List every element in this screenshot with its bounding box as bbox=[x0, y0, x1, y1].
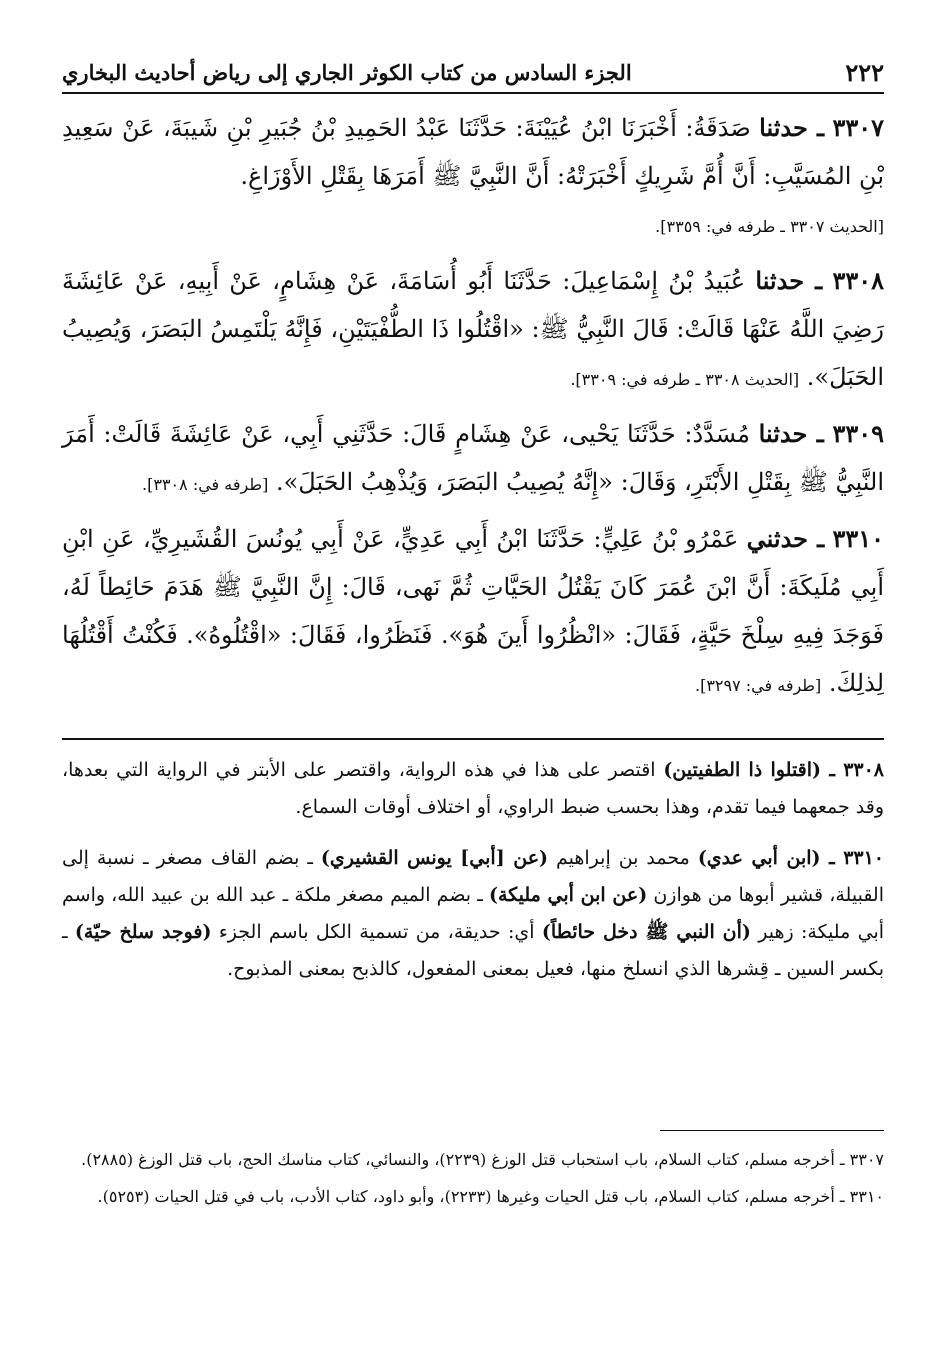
commentary-quote: (عن ابن أبي مليكة) bbox=[488, 884, 648, 906]
footnote-text: ـ أخرجه مسلم، كتاب السلام، باب استحباب قتل الوزغ (٢٢٣٩)، والنسائي، كتاب مناسك الحج، باب قتل الوزغ (٢٨٨٥). bbox=[81, 1150, 850, 1169]
footnote-3307 bbox=[62, 1144, 884, 1175]
footnote-text: ـ أخرجه مسلم، كتاب السلام، باب قتل الحيات وغيرها (٢٢٣٣)، وأبو داود، كتاب الأدب، باب في قتل الحيات (٥٢٥٣). bbox=[97, 1187, 850, 1206]
commentary-number: ٣٣١٠ bbox=[843, 847, 885, 869]
footnotes-section bbox=[62, 1144, 884, 1218]
commentary-divider bbox=[62, 738, 884, 740]
hadith-chain-word: ـ حدثنا bbox=[759, 113, 825, 142]
footnote-divider bbox=[660, 1130, 884, 1131]
footnote-number: ٣٣١٠ bbox=[849, 1187, 884, 1206]
hadith-cross-reference: [الحديث ٣٣٠٨ ـ طرفه في: ٣٣٠٩]. bbox=[570, 370, 800, 389]
hadith-section bbox=[62, 104, 884, 716]
commentary-3308: ٣٣٠٨ ـ (اقتلوا ذا الطفيتين) اقتصر على هذا في هذه الرواية، واقتصر على الأبتر في الرواية التي بعدها، وقد جمعهما فيما تقدم، وهذا بحسب ضبط الراوي، أو اختلاف أوقات السماع. bbox=[62, 759, 885, 818]
hadith-cross-reference: [طرفه في: ٣٣٠٨]. bbox=[142, 475, 269, 494]
hadith-cross-reference: [طرفه في: ٣٢٩٧]. bbox=[695, 676, 822, 695]
commentary-number: ٣٣٠٨ bbox=[843, 759, 885, 781]
page-number: ٢٢٢ bbox=[845, 57, 884, 87]
hadith-3308 bbox=[62, 257, 884, 404]
hadith-text: عُبَيدُ بْنُ إِسْمَاعِيلَ: حَدَّثَنَا أَبُو أُسَامَةَ، عَنْ هِشَامٍ، عَنْ أَبِيهِ، عَنْ عَائِشَةَ رَضِيَ اللَّهُ عَنْهَا قَالَتْ: قَالَ النَّبِيُّ ﷺ: «اقْتُلُوا ذَا الطُّفْيَتَيْنِ، فَإِنَّهُ يَلْتَمِسُ البَصَرَ، وَيُصِيبُ الحَبَلَ». bbox=[62, 267, 885, 391]
hadith-3309 bbox=[62, 410, 884, 509]
hadith-text: عَمْرُو بْنُ عَلِيٍّ: حَدَّثَنَا ابْنُ أَبِي عَدِيٍّ، عَنْ أَبِي يُونُسَ القُشَيرِيِّ، عَنِ ابْنِ أَبِي مُلَيكَةَ: أَنَّ ابْنَ عُمَرَ كَانَ يَقْتُلُ الحَيَّاتِ ثُمَّ نَهى، قَالَ: إِنَّ النَّبِيَّ ﷺ هَدَمَ حَائِطاً لَهُ، فَوَجَدَ فِيهِ سِلْخَ حَيَّةٍ، فَقَالَ: «انْظُرُوا أَينَ هُوَ». فَنَظَرُوا، فَقَالَ: «اقْتُلُوهُ». فَكُنْتُ أَقْتُلُهَا لِذلِكَ. bbox=[62, 525, 884, 697]
hadith-number: ٣٣٠٧ bbox=[832, 113, 884, 142]
footnote-3310 bbox=[62, 1181, 884, 1212]
book-title: الجزء السادس من كتاب الكوثر الجاري إلى رياض أحاديث البخاري bbox=[62, 59, 632, 85]
commentary-quote: (أن النبي ﷺ دخل حائطاً) bbox=[541, 921, 751, 943]
hadith-number: ٣٣١٠ bbox=[832, 524, 884, 553]
hadith-number: ٣٣٠٨ bbox=[832, 266, 884, 295]
commentary-quote: (ابن أبي عدي) bbox=[697, 847, 821, 869]
hadith-3307 bbox=[62, 104, 884, 251]
hadith-text: صَدَقَةُ: أَخْبَرَنَا ابْنُ عُيَيْنَةَ: حَدَّثَنَا عَبْدُ الحَمِيدِ بْنُ جُبَيرِ بْنِ شَيبَةَ، عَنْ سَعِيدِ بْنِ المُسَيَّبِ: أَنَّ أُمَّ شَرِيكٍ أَخْبَرَتْهُ: أَنَّ النَّبِيَّ ﷺ أَمَرَهَا بِقَتْلِ الأَوْزَاغِ. bbox=[62, 114, 884, 190]
commentary-3310: ٣٣١٠ ـ (ابن أبي عدي) محمد بن إبراهيم (عن [أبي] يونس القشيري) ـ بضم القاف مصغر ـ نسبة إلى القبيلة، قشير أبوها من هوازن (عن ابن أبي مليكة) ـ بضم الميم مصغر ملكة ـ عبد الله بن عبيد الله، واسم أبي مليكة: زهير (أن النبي ﷺ دخل حائطاً) أي: حديقة، من تسمية الكل باسم الجزء (فوجد سلخ حيّة) ـ بكسر السين ـ قِشرها الذي انسلخ منها، فعيل بمعنى المفعول، كالذبح بمعنى المذبوح. bbox=[62, 847, 885, 980]
commentary-quote: (فوجد سلخ حيّة) bbox=[74, 921, 212, 943]
commentary-quote: (اقتلوا ذا الطفيتين) bbox=[663, 759, 822, 781]
hadith-3310 bbox=[62, 515, 884, 710]
hadith-chain-word: ـ حدثنا bbox=[758, 419, 824, 448]
commentary-section bbox=[62, 752, 884, 1002]
hadith-text: مُسَدَّدٌ: حَدَّثَنَا يَحْيى، عَنْ هِشَامٍ قَالَ: حَدَّثَنِي أَبِي، عَنْ عَائِشَةَ قَالَتْ: أَمَرَ النَّبِيُّ ﷺ بِقَتْلِ الأَبْتَرِ، وَقَالَ: «إِنَّهُ يُصِيبُ البَصَرَ، وَيُذْهِبُ الحَبَلَ». bbox=[62, 420, 884, 496]
page-header bbox=[62, 52, 884, 94]
commentary-quote: (عن [أبي] يونس القشيري) bbox=[320, 847, 549, 869]
footnote-number: ٣٣٠٧ bbox=[849, 1150, 884, 1169]
hadith-cross-reference: [الحديث ٣٣٠٧ ـ طرفه في: ٣٣٥٩]. bbox=[655, 217, 884, 236]
hadith-chain-word: ـ حدثنا bbox=[755, 266, 823, 295]
hadith-chain-word: ـ حدثني bbox=[746, 524, 825, 553]
hadith-number: ٣٣٠٩ bbox=[832, 419, 884, 448]
